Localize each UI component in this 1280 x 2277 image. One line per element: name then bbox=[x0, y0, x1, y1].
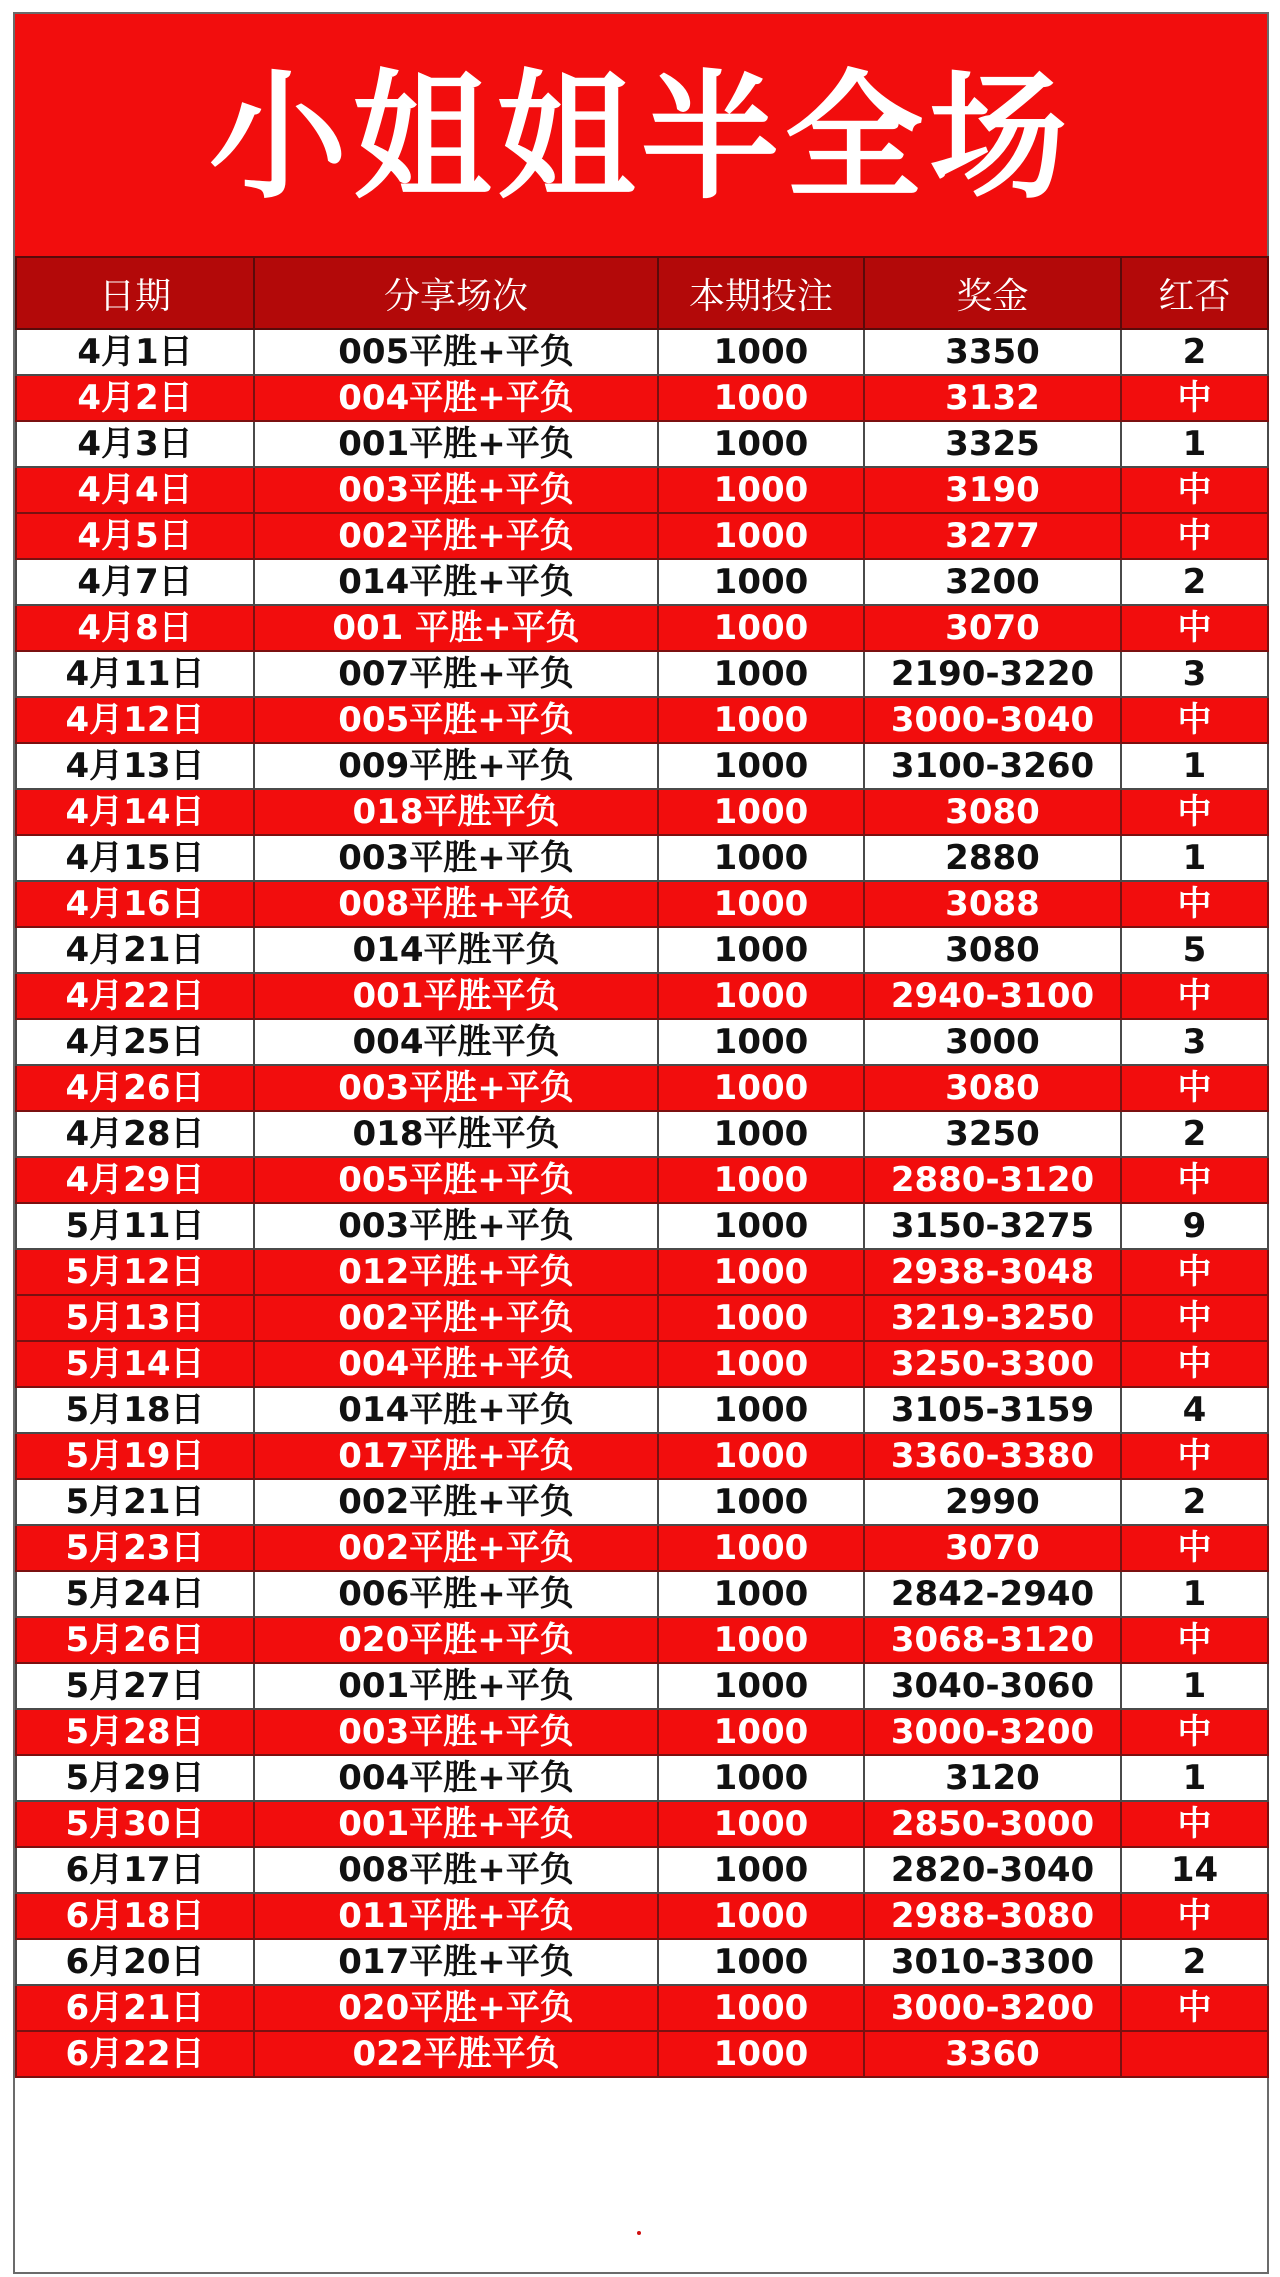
cell-result: 中 bbox=[1121, 881, 1268, 927]
table-row bbox=[16, 1479, 1268, 1525]
cell-result: 3 bbox=[1121, 651, 1268, 697]
cell-prize: 2880 bbox=[864, 835, 1121, 881]
cell-stake: 1000 bbox=[658, 1709, 864, 1755]
cell-prize: 3350 bbox=[864, 329, 1121, 375]
cell-result bbox=[1121, 2031, 1268, 2077]
cell-stake: 1000 bbox=[658, 559, 864, 605]
cell-result: 中 bbox=[1121, 1985, 1268, 2031]
cell-result: 中 bbox=[1121, 1525, 1268, 1571]
cell-prize: 2938-3048 bbox=[864, 1249, 1121, 1295]
cell-stake: 1000 bbox=[658, 1525, 864, 1571]
column-header-prize: 奖金 bbox=[864, 257, 1121, 329]
cell-match: 001平胜+平负 bbox=[254, 421, 658, 467]
table-row bbox=[16, 927, 1268, 973]
cell-date: 5月26日 bbox=[16, 1617, 254, 1663]
table-row bbox=[16, 605, 1268, 651]
table-row bbox=[16, 1893, 1268, 1939]
cell-match: 003平胜+平负 bbox=[254, 835, 658, 881]
page-title: 小姐姐半全场 bbox=[208, 57, 1073, 218]
results-table bbox=[15, 256, 1269, 2078]
cell-prize: 2850-3000 bbox=[864, 1801, 1121, 1847]
cell-result: 中 bbox=[1121, 1157, 1268, 1203]
cell-match: 001平胜+平负 bbox=[254, 1663, 658, 1709]
cell-prize: 3250-3300 bbox=[864, 1341, 1121, 1387]
cell-result: 中 bbox=[1121, 1709, 1268, 1755]
cell-stake: 1000 bbox=[658, 2031, 864, 2077]
cell-match: 014平胜+平负 bbox=[254, 1387, 658, 1433]
cell-date: 5月13日 bbox=[16, 1295, 254, 1341]
footer-dot bbox=[637, 2231, 641, 2235]
cell-prize: 3277 bbox=[864, 513, 1121, 559]
cell-date: 5月24日 bbox=[16, 1571, 254, 1617]
cell-result: 3 bbox=[1121, 1019, 1268, 1065]
cell-match: 022平胜平负 bbox=[254, 2031, 658, 2077]
table-row bbox=[16, 329, 1268, 375]
cell-match: 009平胜+平负 bbox=[254, 743, 658, 789]
cell-prize: 2940-3100 bbox=[864, 973, 1121, 1019]
table-row bbox=[16, 1157, 1268, 1203]
cell-result: 5 bbox=[1121, 927, 1268, 973]
cell-prize: 3120 bbox=[864, 1755, 1121, 1801]
cell-result: 中 bbox=[1121, 1341, 1268, 1387]
cell-date: 4月28日 bbox=[16, 1111, 254, 1157]
cell-prize: 3000-3040 bbox=[864, 697, 1121, 743]
cell-stake: 1000 bbox=[658, 1295, 864, 1341]
cell-date: 4月4日 bbox=[16, 467, 254, 513]
cell-prize: 3250 bbox=[864, 1111, 1121, 1157]
cell-result: 2 bbox=[1121, 1479, 1268, 1525]
cell-date: 5月27日 bbox=[16, 1663, 254, 1709]
cell-result: 中 bbox=[1121, 1249, 1268, 1295]
cell-result: 中 bbox=[1121, 1801, 1268, 1847]
cell-match: 014平胜+平负 bbox=[254, 559, 658, 605]
cell-result: 中 bbox=[1121, 1433, 1268, 1479]
cell-prize: 3080 bbox=[864, 789, 1121, 835]
cell-prize: 3068-3120 bbox=[864, 1617, 1121, 1663]
cell-result: 2 bbox=[1121, 329, 1268, 375]
cell-date: 5月21日 bbox=[16, 1479, 254, 1525]
cell-prize: 3190 bbox=[864, 467, 1121, 513]
cell-stake: 1000 bbox=[658, 1341, 864, 1387]
cell-match: 001 平胜+平负 bbox=[254, 605, 658, 651]
cell-prize: 3080 bbox=[864, 927, 1121, 973]
table-row bbox=[16, 1801, 1268, 1847]
column-header-date: 日期 bbox=[16, 257, 254, 329]
cell-result: 1 bbox=[1121, 1755, 1268, 1801]
table-row bbox=[16, 467, 1268, 513]
cell-prize: 3100-3260 bbox=[864, 743, 1121, 789]
cell-prize: 3219-3250 bbox=[864, 1295, 1121, 1341]
cell-match: 001平胜平负 bbox=[254, 973, 658, 1019]
cell-stake: 1000 bbox=[658, 1065, 864, 1111]
cell-stake: 1000 bbox=[658, 1111, 864, 1157]
table-row bbox=[16, 1387, 1268, 1433]
cell-stake: 1000 bbox=[658, 1755, 864, 1801]
cell-date: 5月12日 bbox=[16, 1249, 254, 1295]
cell-date: 4月16日 bbox=[16, 881, 254, 927]
cell-match: 008平胜+平负 bbox=[254, 881, 658, 927]
cell-date: 6月17日 bbox=[16, 1847, 254, 1893]
cell-match: 018平胜平负 bbox=[254, 789, 658, 835]
column-header-result: 红否 bbox=[1121, 257, 1268, 329]
cell-date: 5月28日 bbox=[16, 1709, 254, 1755]
cell-date: 4月25日 bbox=[16, 1019, 254, 1065]
cell-prize: 3088 bbox=[864, 881, 1121, 927]
cell-date: 4月2日 bbox=[16, 375, 254, 421]
cell-stake: 1000 bbox=[658, 973, 864, 1019]
cell-result: 1 bbox=[1121, 835, 1268, 881]
cell-date: 4月13日 bbox=[16, 743, 254, 789]
column-header-stake: 本期投注 bbox=[658, 257, 864, 329]
cell-stake: 1000 bbox=[658, 881, 864, 927]
cell-date: 4月8日 bbox=[16, 605, 254, 651]
table-row bbox=[16, 697, 1268, 743]
cell-stake: 1000 bbox=[658, 1985, 864, 2031]
table-row bbox=[16, 1617, 1268, 1663]
cell-stake: 1000 bbox=[658, 1893, 864, 1939]
cell-date: 5月11日 bbox=[16, 1203, 254, 1249]
results-sheet bbox=[13, 12, 1269, 2274]
cell-prize: 2988-3080 bbox=[864, 1893, 1121, 1939]
table-row bbox=[16, 1295, 1268, 1341]
cell-stake: 1000 bbox=[658, 1801, 864, 1847]
cell-prize: 2990 bbox=[864, 1479, 1121, 1525]
cell-date: 6月18日 bbox=[16, 1893, 254, 1939]
cell-result: 中 bbox=[1121, 973, 1268, 1019]
cell-match: 011平胜+平负 bbox=[254, 1893, 658, 1939]
cell-match: 005平胜+平负 bbox=[254, 697, 658, 743]
table-row bbox=[16, 1571, 1268, 1617]
cell-date: 4月12日 bbox=[16, 697, 254, 743]
cell-match: 002平胜+平负 bbox=[254, 1479, 658, 1525]
cell-stake: 1000 bbox=[658, 1663, 864, 1709]
cell-prize: 3000-3200 bbox=[864, 1985, 1121, 2031]
cell-prize: 3360 bbox=[864, 2031, 1121, 2077]
cell-prize: 2190-3220 bbox=[864, 651, 1121, 697]
cell-date: 6月22日 bbox=[16, 2031, 254, 2077]
table-row bbox=[16, 421, 1268, 467]
cell-prize: 3150-3275 bbox=[864, 1203, 1121, 1249]
cell-stake: 1000 bbox=[658, 513, 864, 559]
cell-prize: 3200 bbox=[864, 559, 1121, 605]
cell-prize: 3360-3380 bbox=[864, 1433, 1121, 1479]
table-row bbox=[16, 1985, 1268, 2031]
table-row bbox=[16, 651, 1268, 697]
cell-result: 中 bbox=[1121, 605, 1268, 651]
cell-prize: 3040-3060 bbox=[864, 1663, 1121, 1709]
cell-stake: 1000 bbox=[658, 1479, 864, 1525]
cell-date: 4月14日 bbox=[16, 789, 254, 835]
cell-date: 6月21日 bbox=[16, 1985, 254, 2031]
cell-result: 1 bbox=[1121, 743, 1268, 789]
cell-match: 001平胜+平负 bbox=[254, 1801, 658, 1847]
cell-prize: 3010-3300 bbox=[864, 1939, 1121, 1985]
cell-prize: 3080 bbox=[864, 1065, 1121, 1111]
cell-stake: 1000 bbox=[658, 1249, 864, 1295]
cell-match: 003平胜+平负 bbox=[254, 1709, 658, 1755]
cell-match: 002平胜+平负 bbox=[254, 1295, 658, 1341]
cell-match: 012平胜+平负 bbox=[254, 1249, 658, 1295]
cell-stake: 1000 bbox=[658, 835, 864, 881]
cell-prize: 3070 bbox=[864, 1525, 1121, 1571]
cell-date: 4月21日 bbox=[16, 927, 254, 973]
cell-match: 004平胜平负 bbox=[254, 1019, 658, 1065]
cell-date: 4月11日 bbox=[16, 651, 254, 697]
cell-date: 4月26日 bbox=[16, 1065, 254, 1111]
cell-stake: 1000 bbox=[658, 1203, 864, 1249]
cell-match: 020平胜+平负 bbox=[254, 1985, 658, 2031]
cell-result: 2 bbox=[1121, 1111, 1268, 1157]
table-row bbox=[16, 789, 1268, 835]
table-row bbox=[16, 1341, 1268, 1387]
column-header-match: 分享场次 bbox=[254, 257, 658, 329]
table-row bbox=[16, 375, 1268, 421]
cell-match: 005平胜+平负 bbox=[254, 1157, 658, 1203]
cell-match: 020平胜+平负 bbox=[254, 1617, 658, 1663]
cell-match: 003平胜+平负 bbox=[254, 1065, 658, 1111]
cell-date: 6月20日 bbox=[16, 1939, 254, 1985]
table-row bbox=[16, 1663, 1268, 1709]
cell-result: 中 bbox=[1121, 789, 1268, 835]
cell-stake: 1000 bbox=[658, 1387, 864, 1433]
table-row bbox=[16, 513, 1268, 559]
table-row bbox=[16, 1111, 1268, 1157]
cell-match: 014平胜平负 bbox=[254, 927, 658, 973]
cell-stake: 1000 bbox=[658, 421, 864, 467]
cell-match: 006平胜+平负 bbox=[254, 1571, 658, 1617]
cell-stake: 1000 bbox=[658, 467, 864, 513]
table-row bbox=[16, 1847, 1268, 1893]
cell-date: 5月18日 bbox=[16, 1387, 254, 1433]
table-row bbox=[16, 1939, 1268, 1985]
cell-prize: 3000-3200 bbox=[864, 1709, 1121, 1755]
cell-date: 4月15日 bbox=[16, 835, 254, 881]
cell-date: 5月30日 bbox=[16, 1801, 254, 1847]
cell-result: 中 bbox=[1121, 375, 1268, 421]
cell-result: 1 bbox=[1121, 1571, 1268, 1617]
cell-date: 4月22日 bbox=[16, 973, 254, 1019]
cell-match: 017平胜+平负 bbox=[254, 1433, 658, 1479]
cell-match: 004平胜+平负 bbox=[254, 1755, 658, 1801]
cell-prize: 3132 bbox=[864, 375, 1121, 421]
table-header-row bbox=[16, 257, 1268, 329]
table-row bbox=[16, 881, 1268, 927]
cell-date: 4月3日 bbox=[16, 421, 254, 467]
table-row bbox=[16, 835, 1268, 881]
cell-prize: 2820-3040 bbox=[864, 1847, 1121, 1893]
cell-match: 005平胜+平负 bbox=[254, 329, 658, 375]
table-row bbox=[16, 1249, 1268, 1295]
cell-stake: 1000 bbox=[658, 743, 864, 789]
cell-match: 008平胜+平负 bbox=[254, 1847, 658, 1893]
cell-date: 5月14日 bbox=[16, 1341, 254, 1387]
cell-match: 003平胜+平负 bbox=[254, 467, 658, 513]
cell-prize: 3325 bbox=[864, 421, 1121, 467]
cell-stake: 1000 bbox=[658, 375, 864, 421]
table-row bbox=[16, 2031, 1268, 2077]
cell-result: 中 bbox=[1121, 697, 1268, 743]
cell-result: 中 bbox=[1121, 1295, 1268, 1341]
cell-stake: 1000 bbox=[658, 1847, 864, 1893]
table-body bbox=[16, 329, 1268, 2077]
cell-date: 4月7日 bbox=[16, 559, 254, 605]
cell-stake: 1000 bbox=[658, 1019, 864, 1065]
cell-stake: 1000 bbox=[658, 1571, 864, 1617]
cell-stake: 1000 bbox=[658, 651, 864, 697]
table-row bbox=[16, 1433, 1268, 1479]
table-row bbox=[16, 743, 1268, 789]
cell-result: 中 bbox=[1121, 1893, 1268, 1939]
table-row bbox=[16, 1525, 1268, 1571]
cell-match: 018平胜平负 bbox=[254, 1111, 658, 1157]
cell-date: 5月23日 bbox=[16, 1525, 254, 1571]
cell-match: 017平胜+平负 bbox=[254, 1939, 658, 1985]
cell-result: 2 bbox=[1121, 1939, 1268, 1985]
cell-stake: 1000 bbox=[658, 1157, 864, 1203]
table-row bbox=[16, 1709, 1268, 1755]
cell-date: 4月1日 bbox=[16, 329, 254, 375]
cell-stake: 1000 bbox=[658, 329, 864, 375]
cell-stake: 1000 bbox=[658, 697, 864, 743]
cell-match: 002平胜+平负 bbox=[254, 1525, 658, 1571]
table-row bbox=[16, 1755, 1268, 1801]
cell-result: 中 bbox=[1121, 1617, 1268, 1663]
cell-match: 004平胜+平负 bbox=[254, 1341, 658, 1387]
cell-result: 2 bbox=[1121, 559, 1268, 605]
cell-stake: 1000 bbox=[658, 605, 864, 651]
table-row bbox=[16, 559, 1268, 605]
cell-match: 002平胜+平负 bbox=[254, 513, 658, 559]
cell-date: 5月29日 bbox=[16, 1755, 254, 1801]
cell-prize: 2842-2940 bbox=[864, 1571, 1121, 1617]
cell-date: 5月19日 bbox=[16, 1433, 254, 1479]
cell-prize: 3000 bbox=[864, 1019, 1121, 1065]
cell-result: 4 bbox=[1121, 1387, 1268, 1433]
cell-match: 003平胜+平负 bbox=[254, 1203, 658, 1249]
table-row bbox=[16, 973, 1268, 1019]
cell-stake: 1000 bbox=[658, 927, 864, 973]
cell-match: 007平胜+平负 bbox=[254, 651, 658, 697]
cell-date: 4月5日 bbox=[16, 513, 254, 559]
cell-result: 14 bbox=[1121, 1847, 1268, 1893]
cell-prize: 2880-3120 bbox=[864, 1157, 1121, 1203]
cell-match: 004平胜+平负 bbox=[254, 375, 658, 421]
cell-prize: 3105-3159 bbox=[864, 1387, 1121, 1433]
cell-result: 中 bbox=[1121, 513, 1268, 559]
cell-prize: 3070 bbox=[864, 605, 1121, 651]
cell-stake: 1000 bbox=[658, 789, 864, 835]
cell-stake: 1000 bbox=[658, 1433, 864, 1479]
cell-stake: 1000 bbox=[658, 1939, 864, 1985]
table-row bbox=[16, 1019, 1268, 1065]
cell-result: 9 bbox=[1121, 1203, 1268, 1249]
cell-date: 4月29日 bbox=[16, 1157, 254, 1203]
table-row bbox=[16, 1203, 1268, 1249]
cell-result: 1 bbox=[1121, 1663, 1268, 1709]
title-banner bbox=[15, 14, 1267, 256]
table-row bbox=[16, 1065, 1268, 1111]
cell-result: 1 bbox=[1121, 421, 1268, 467]
cell-result: 中 bbox=[1121, 1065, 1268, 1111]
cell-stake: 1000 bbox=[658, 1617, 864, 1663]
cell-result: 中 bbox=[1121, 467, 1268, 513]
